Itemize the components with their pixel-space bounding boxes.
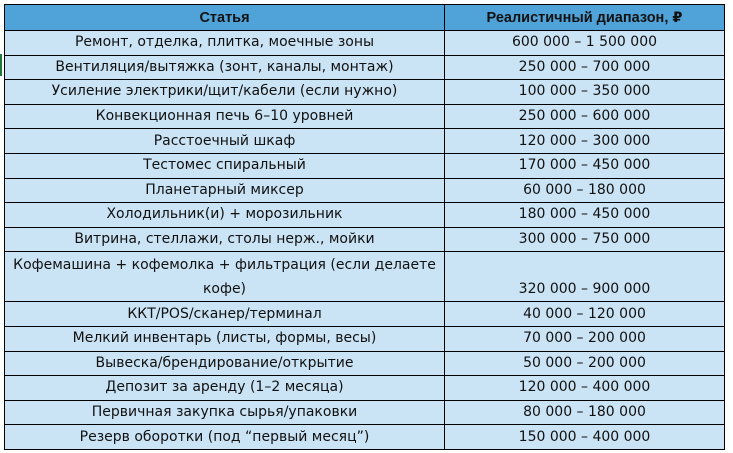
row-selection-marker <box>0 54 2 76</box>
range-cell[interactable]: 250 000 – 700 000 <box>445 55 725 80</box>
item-cell[interactable]: Конвекционная печь 6–10 уровней <box>5 104 445 129</box>
range-cell[interactable]: 70 000 – 200 000 <box>445 326 725 351</box>
item-cell[interactable]: Кофемашина + кофемолка + фильтрация (если делаете кофе) <box>5 252 445 302</box>
table-row <box>5 326 725 351</box>
item-cell[interactable]: Усиление электрики/щит/кабели (если нужно) <box>5 80 445 105</box>
header-row <box>5 5 725 31</box>
range-cell[interactable]: 170 000 – 450 000 <box>445 153 725 178</box>
range-cell[interactable]: 50 000 – 200 000 <box>445 351 725 376</box>
item-cell[interactable]: Ремонт, отделка, плитка, моечные зоны <box>5 31 445 56</box>
range-cell[interactable]: 120 000 – 400 000 <box>445 376 725 401</box>
column-header-range[interactable]: Реалистичный диапазон, ₽ <box>445 5 725 31</box>
item-cell[interactable]: Витрина, стеллажи, столы нерж., мойки <box>5 227 445 252</box>
range-cell[interactable]: 60 000 – 180 000 <box>445 178 725 203</box>
range-cell[interactable]: 40 000 – 120 000 <box>445 302 725 327</box>
item-cell[interactable]: Холодильник(и) + морозильник <box>5 203 445 228</box>
item-cell[interactable]: Депозит за аренду (1–2 месяца) <box>5 376 445 401</box>
item-cell[interactable]: Резерв оборотки (под “первый месяц”) <box>5 425 445 450</box>
range-cell[interactable]: 150 000 – 400 000 <box>445 425 725 450</box>
range-cell[interactable]: 100 000 – 350 000 <box>445 80 725 105</box>
item-cell[interactable]: Первичная закупка сырья/упаковки <box>5 400 445 425</box>
column-header-item[interactable]: Статья <box>5 5 445 31</box>
item-cell[interactable]: Вентиляция/вытяжка (зонт, каналы, монтаж) <box>5 55 445 80</box>
item-cell[interactable]: Тестомес спиральный <box>5 153 445 178</box>
range-cell[interactable]: 180 000 – 450 000 <box>445 203 725 228</box>
item-cell[interactable]: Вывеска/брендирование/открытие <box>5 351 445 376</box>
table-row <box>5 129 725 154</box>
table-row <box>5 80 725 105</box>
table-row <box>5 227 725 252</box>
table-row <box>5 302 725 327</box>
range-cell[interactable]: 80 000 – 180 000 <box>445 400 725 425</box>
table-row <box>5 351 725 376</box>
table-row <box>5 178 725 203</box>
range-cell[interactable]: 250 000 – 600 000 <box>445 104 725 129</box>
range-cell[interactable]: 300 000 – 750 000 <box>445 227 725 252</box>
table-row <box>5 252 725 302</box>
range-cell[interactable]: 120 000 – 300 000 <box>445 129 725 154</box>
item-cell[interactable]: ККТ/POS/сканер/терминал <box>5 302 445 327</box>
table-row <box>5 203 725 228</box>
item-cell[interactable]: Планетарный миксер <box>5 178 445 203</box>
table-row <box>5 104 725 129</box>
range-cell[interactable]: 600 000 – 1 500 000 <box>445 31 725 56</box>
table-row <box>5 153 725 178</box>
range-cell[interactable]: 320 000 – 900 000 <box>445 252 725 302</box>
table-row <box>5 31 725 56</box>
cost-table <box>4 4 725 450</box>
item-cell[interactable]: Расстоечный шкаф <box>5 129 445 154</box>
table-row <box>5 400 725 425</box>
table-row <box>5 376 725 401</box>
item-cell[interactable]: Мелкий инвентарь (листы, формы, весы) <box>5 326 445 351</box>
table-row <box>5 425 725 450</box>
table-row <box>5 55 725 80</box>
